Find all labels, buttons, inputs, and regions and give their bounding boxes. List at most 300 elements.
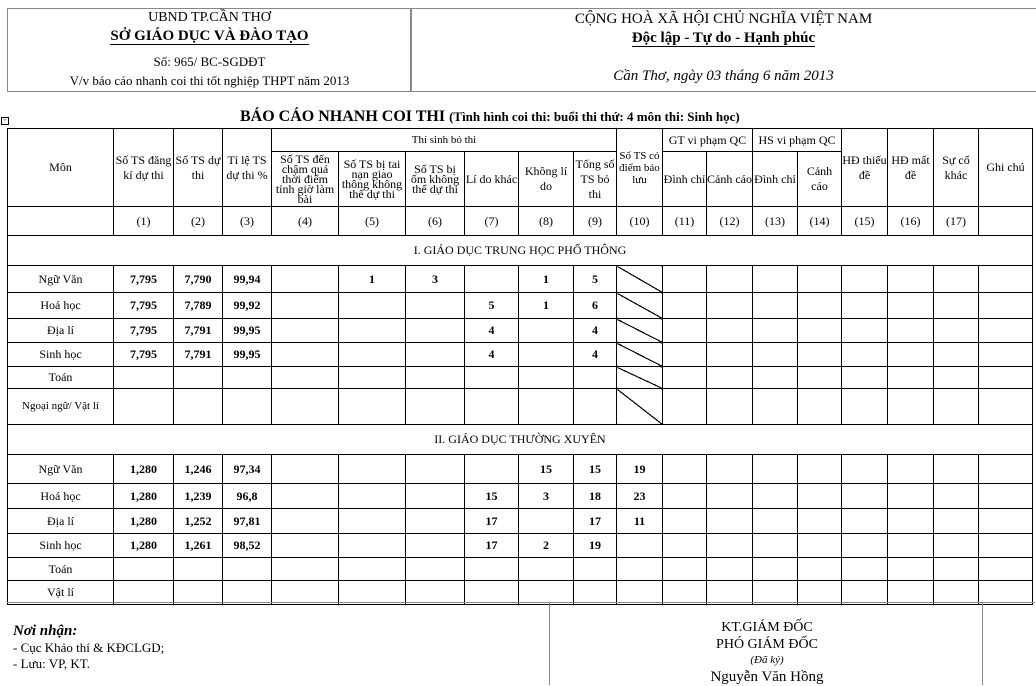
cell-dang-ki bbox=[114, 389, 174, 425]
cell-khong-li-do: 15 bbox=[519, 455, 574, 484]
col-number: (7) bbox=[465, 207, 519, 236]
cell-empty bbox=[707, 581, 753, 605]
report-table bbox=[7, 128, 1033, 605]
cell-empty bbox=[707, 319, 753, 343]
cell-empty bbox=[888, 455, 934, 484]
cell-den-cham bbox=[272, 319, 339, 343]
cell-empty bbox=[888, 343, 934, 367]
cell-empty bbox=[888, 266, 934, 293]
cell-empty bbox=[753, 389, 798, 425]
col-number: (9) bbox=[574, 207, 617, 236]
cell-dang-ki bbox=[114, 581, 174, 605]
org-name-1: UBND TP.CẦN THƠ bbox=[148, 10, 271, 25]
cell-empty bbox=[888, 367, 934, 389]
document-date: Cần Thơ, ngày 03 tháng 6 năm 2013 bbox=[613, 68, 834, 84]
col-number: (16) bbox=[888, 207, 934, 236]
cell-bao-luu: 23 bbox=[617, 484, 663, 509]
col-number: (13) bbox=[753, 207, 798, 236]
cell-tai-nan bbox=[339, 389, 406, 425]
cell-empty bbox=[707, 534, 753, 558]
cell-bao-luu bbox=[617, 534, 663, 558]
cell-om bbox=[406, 389, 465, 425]
cell-empty bbox=[753, 367, 798, 389]
cell-du-thi: 7,791 bbox=[174, 319, 223, 343]
signer-name: Nguyễn Văn Hồng bbox=[710, 669, 824, 685]
cell-empty bbox=[753, 343, 798, 367]
table-row bbox=[8, 367, 1033, 389]
cell-tong-bo: 6 bbox=[574, 293, 617, 319]
col-den-cham: Số TS đến chậm quá thời điểm tính giờ làm bài bbox=[272, 152, 339, 207]
section-title-gdtx: II. GIÁO DỤC THƯỜNG XUYÊN bbox=[8, 425, 1033, 455]
cell-bao-luu-na bbox=[617, 293, 663, 319]
col-number: (8) bbox=[519, 207, 574, 236]
cell-tai-nan bbox=[339, 367, 406, 389]
header-right bbox=[410, 8, 1036, 92]
cell-ti-le bbox=[223, 389, 272, 425]
cell-bao-luu-na bbox=[617, 367, 663, 389]
cell-empty bbox=[663, 509, 707, 534]
cell-empty bbox=[842, 293, 888, 319]
footer-divider bbox=[549, 603, 550, 685]
cell-empty bbox=[842, 581, 888, 605]
cell-empty bbox=[663, 455, 707, 484]
cell-empty bbox=[663, 293, 707, 319]
col-number: (3) bbox=[223, 207, 272, 236]
cell-empty bbox=[934, 266, 979, 293]
signed-note: (Đã ký) bbox=[750, 654, 784, 666]
document-subject: V/v báo cáo nhanh coi thi tốt nghiệp THPT năm 2013 bbox=[69, 73, 350, 88]
cell-empty bbox=[979, 389, 1033, 425]
cell-empty bbox=[842, 558, 888, 581]
cell-li-do-khac: 17 bbox=[465, 534, 519, 558]
cell-marker: + bbox=[1, 117, 9, 125]
cell-ti-le: 98,52 bbox=[223, 534, 272, 558]
col-number: (10) bbox=[617, 207, 663, 236]
cell-empty bbox=[707, 389, 753, 425]
table-row bbox=[8, 484, 1033, 509]
cell-den-cham bbox=[272, 266, 339, 293]
col-number: (15) bbox=[842, 207, 888, 236]
cell-du-thi: 7,791 bbox=[174, 343, 223, 367]
table-row bbox=[8, 558, 1033, 581]
cell-om bbox=[406, 558, 465, 581]
col-li-do-khac: Lí do khác bbox=[465, 152, 519, 207]
table-row bbox=[8, 455, 1033, 484]
cell-tong-bo: 18 bbox=[574, 484, 617, 509]
cell-du-thi: 1,246 bbox=[174, 455, 223, 484]
col-number: (2) bbox=[174, 207, 223, 236]
footer bbox=[7, 602, 1035, 685]
cell-ti-le: 99,95 bbox=[223, 319, 272, 343]
col-om: Số TS bị ốm không thể dự thi bbox=[406, 152, 465, 207]
cell-empty bbox=[753, 509, 798, 534]
col-tai-nan: Số TS bị tai nạn giao thông không thể dự thi bbox=[339, 152, 406, 207]
cell-khong-li-do: 1 bbox=[519, 266, 574, 293]
cell-tong-bo bbox=[574, 389, 617, 425]
cell-du-thi: 1,261 bbox=[174, 534, 223, 558]
cell-empty bbox=[798, 367, 842, 389]
cell-khong-li-do: 3 bbox=[519, 484, 574, 509]
cell-ti-le: 97,34 bbox=[223, 455, 272, 484]
cell-empty bbox=[979, 266, 1033, 293]
recipients-label: Nơi nhận: bbox=[13, 623, 78, 639]
section-gdtx-rows bbox=[8, 455, 1033, 605]
col-hs-canh-cao: Cảnh cáo bbox=[798, 152, 842, 207]
cell-empty bbox=[753, 534, 798, 558]
cell-bao-luu-na bbox=[617, 266, 663, 293]
cell-bao-luu: 19 bbox=[617, 455, 663, 484]
cell-empty bbox=[934, 509, 979, 534]
table-row bbox=[8, 389, 1033, 425]
cell-du-thi bbox=[174, 389, 223, 425]
cell-empty bbox=[707, 367, 753, 389]
cell-khong-li-do bbox=[519, 581, 574, 605]
subject-name: Ngữ Văn bbox=[8, 266, 114, 293]
subject-name: Toán bbox=[8, 558, 114, 581]
cell-li-do-khac bbox=[465, 367, 519, 389]
table-row bbox=[8, 319, 1033, 343]
col-group-bo-thi: Thí sinh bỏ thi bbox=[272, 129, 617, 152]
cell-om bbox=[406, 484, 465, 509]
cell-empty bbox=[934, 534, 979, 558]
cell-ti-le bbox=[223, 367, 272, 389]
cell-li-do-khac bbox=[465, 389, 519, 425]
sign-title-1: KT.GIÁM ĐỐC bbox=[721, 620, 813, 635]
cell-empty bbox=[842, 319, 888, 343]
cell-empty bbox=[888, 484, 934, 509]
cell-empty bbox=[934, 319, 979, 343]
col-ghi-chu: Ghi chú bbox=[979, 129, 1033, 207]
col-tong-bo: Tổng số TS bỏ thi bbox=[574, 152, 617, 207]
cell-du-thi bbox=[174, 367, 223, 389]
cell-ti-le bbox=[223, 581, 272, 605]
cell-om: 3 bbox=[406, 266, 465, 293]
table-row bbox=[8, 343, 1033, 367]
footer-divider bbox=[982, 603, 983, 685]
cell-den-cham bbox=[272, 484, 339, 509]
cell-li-do-khac bbox=[465, 455, 519, 484]
cell-om bbox=[406, 343, 465, 367]
cell-empty bbox=[798, 558, 842, 581]
header-left bbox=[7, 8, 412, 92]
section-thpt-rows bbox=[8, 266, 1033, 425]
cell-khong-li-do: 1 bbox=[519, 293, 574, 319]
cell-dang-ki: 7,795 bbox=[114, 293, 174, 319]
cell-dang-ki: 7,795 bbox=[114, 319, 174, 343]
cell-empty bbox=[798, 319, 842, 343]
cell-empty bbox=[663, 367, 707, 389]
cell-khong-li-do bbox=[519, 367, 574, 389]
col-number: (17) bbox=[934, 207, 979, 236]
col-ti-le: Tỉ lệ TS dự thi % bbox=[223, 129, 272, 207]
cell-den-cham bbox=[272, 558, 339, 581]
subject-name: Ngữ Văn bbox=[8, 455, 114, 484]
cell-empty bbox=[753, 558, 798, 581]
cell-den-cham bbox=[272, 509, 339, 534]
cell-empty bbox=[798, 293, 842, 319]
cell-bao-luu-na bbox=[617, 319, 663, 343]
col-khong-li-do: Không lí do bbox=[519, 152, 574, 207]
col-number: (6) bbox=[406, 207, 465, 236]
cell-dang-ki: 1,280 bbox=[114, 534, 174, 558]
cell-empty bbox=[979, 319, 1033, 343]
cell-om bbox=[406, 293, 465, 319]
cell-du-thi: 1,239 bbox=[174, 484, 223, 509]
cell-du-thi bbox=[174, 558, 223, 581]
cell-empty bbox=[979, 509, 1033, 534]
cell-bao-luu bbox=[617, 558, 663, 581]
report-title: BÁO CÁO NHANH COI THI (Tình hình coi thi: buổi thi thứ: 4 môn thi: Sinh học) bbox=[240, 108, 740, 125]
cell-empty bbox=[707, 293, 753, 319]
subject-name: Địa lí bbox=[8, 319, 114, 343]
cell-bao-luu-na bbox=[617, 343, 663, 367]
col-number: (11) bbox=[663, 207, 707, 236]
cell-du-thi bbox=[174, 581, 223, 605]
cell-empty bbox=[798, 266, 842, 293]
cell-du-thi: 7,789 bbox=[174, 293, 223, 319]
cell-empty bbox=[888, 558, 934, 581]
cell-empty bbox=[842, 367, 888, 389]
cell-dang-ki bbox=[114, 558, 174, 581]
col-dang-ki: Số TS đăng kí dự thi bbox=[114, 129, 174, 207]
cell-empty bbox=[934, 558, 979, 581]
cell-khong-li-do: 2 bbox=[519, 534, 574, 558]
cell-dang-ki: 1,280 bbox=[114, 509, 174, 534]
col-bao-luu: Số TS có điểm bảo lưu bbox=[617, 129, 663, 207]
cell-li-do-khac: 15 bbox=[465, 484, 519, 509]
cell-empty bbox=[707, 455, 753, 484]
cell-li-do-khac bbox=[465, 558, 519, 581]
cell-khong-li-do bbox=[519, 319, 574, 343]
cell-ti-le: 99,95 bbox=[223, 343, 272, 367]
cell-du-thi: 1,252 bbox=[174, 509, 223, 534]
cell-empty bbox=[707, 266, 753, 293]
cell-empty bbox=[842, 509, 888, 534]
cell-om bbox=[406, 509, 465, 534]
cell-empty bbox=[979, 455, 1033, 484]
cell-dang-ki bbox=[114, 367, 174, 389]
cell-tong-bo bbox=[574, 581, 617, 605]
cell-tai-nan bbox=[339, 534, 406, 558]
cell-den-cham bbox=[272, 534, 339, 558]
cell-khong-li-do bbox=[519, 509, 574, 534]
section-title-thpt: I. GIÁO DỤC TRUNG HỌC PHỔ THÔNG bbox=[8, 236, 1033, 266]
cell-tai-nan bbox=[339, 558, 406, 581]
table-row bbox=[8, 581, 1033, 605]
table-row bbox=[8, 266, 1033, 293]
cell-den-cham bbox=[272, 293, 339, 319]
table-row bbox=[8, 509, 1033, 534]
cell-empty bbox=[934, 581, 979, 605]
cell-empty bbox=[663, 558, 707, 581]
cell-empty bbox=[888, 319, 934, 343]
col-number bbox=[979, 207, 1033, 236]
col-mon: Môn bbox=[8, 129, 114, 207]
col-number bbox=[8, 207, 114, 236]
nation-name: CỘNG HOÀ XÃ HỘI CHỦ NGHĨA VIỆT NAM bbox=[574, 11, 873, 27]
cell-khong-li-do bbox=[519, 389, 574, 425]
cell-om bbox=[406, 534, 465, 558]
cell-empty bbox=[753, 455, 798, 484]
cell-om bbox=[406, 367, 465, 389]
cell-empty bbox=[979, 534, 1033, 558]
cell-empty bbox=[663, 534, 707, 558]
recipient-1: - Cục Khảo thí & KĐCLGD; bbox=[13, 640, 165, 655]
col-hd-thieu: HĐ thiếu đề bbox=[842, 129, 888, 207]
subject-name: Địa lí bbox=[8, 509, 114, 534]
cell-empty bbox=[934, 389, 979, 425]
cell-li-do-khac: 5 bbox=[465, 293, 519, 319]
cell-khong-li-do bbox=[519, 558, 574, 581]
cell-dang-ki: 1,280 bbox=[114, 455, 174, 484]
cell-om bbox=[406, 319, 465, 343]
cell-empty bbox=[888, 293, 934, 319]
col-group-gt: GT vi phạm QC bbox=[663, 129, 753, 152]
col-number: (5) bbox=[339, 207, 406, 236]
cell-empty bbox=[663, 484, 707, 509]
cell-tong-bo bbox=[574, 558, 617, 581]
cell-empty bbox=[934, 343, 979, 367]
cell-tong-bo: 4 bbox=[574, 343, 617, 367]
cell-ti-le: 99,94 bbox=[223, 266, 272, 293]
cell-den-cham bbox=[272, 343, 339, 367]
cell-empty bbox=[707, 509, 753, 534]
col-hd-mat: HĐ mất đề bbox=[888, 129, 934, 207]
cell-tai-nan: 1 bbox=[339, 266, 406, 293]
subject-name: Hoá học bbox=[8, 484, 114, 509]
cell-empty bbox=[979, 581, 1033, 605]
cell-empty bbox=[888, 534, 934, 558]
cell-li-do-khac: 17 bbox=[465, 509, 519, 534]
cell-empty bbox=[753, 293, 798, 319]
cell-ti-le: 97,81 bbox=[223, 509, 272, 534]
cell-empty bbox=[798, 534, 842, 558]
cell-empty bbox=[934, 293, 979, 319]
cell-tai-nan bbox=[339, 581, 406, 605]
cell-ti-le: 99,92 bbox=[223, 293, 272, 319]
cell-empty bbox=[842, 455, 888, 484]
subject-name: Vật lí bbox=[8, 581, 114, 605]
cell-empty bbox=[753, 266, 798, 293]
cell-empty bbox=[842, 389, 888, 425]
cell-empty bbox=[888, 389, 934, 425]
cell-empty bbox=[663, 389, 707, 425]
cell-tong-bo: 15 bbox=[574, 455, 617, 484]
cell-tong-bo: 4 bbox=[574, 319, 617, 343]
cell-empty bbox=[842, 484, 888, 509]
col-number: (12) bbox=[707, 207, 753, 236]
cell-empty bbox=[842, 534, 888, 558]
cell-empty bbox=[798, 343, 842, 367]
cell-du-thi: 7,790 bbox=[174, 266, 223, 293]
cell-tai-nan bbox=[339, 484, 406, 509]
cell-dang-ki: 7,795 bbox=[114, 343, 174, 367]
cell-empty bbox=[707, 343, 753, 367]
cell-tai-nan bbox=[339, 509, 406, 534]
cell-empty bbox=[753, 484, 798, 509]
cell-empty bbox=[753, 581, 798, 605]
cell-bao-luu: 11 bbox=[617, 509, 663, 534]
col-gt-dinh-chi: Đình chỉ bbox=[663, 152, 707, 207]
cell-den-cham bbox=[272, 367, 339, 389]
cell-bao-luu bbox=[617, 581, 663, 605]
column-number-row bbox=[8, 207, 1033, 236]
org-name-2: SỞ GIÁO DỤC VÀ ĐÀO TẠO bbox=[110, 28, 309, 44]
cell-empty bbox=[707, 558, 753, 581]
col-number: (4) bbox=[272, 207, 339, 236]
cell-empty bbox=[979, 367, 1033, 389]
subject-name: Ngoại ngữ/ Vật lí bbox=[8, 389, 114, 425]
col-su-co: Sự cố khác bbox=[934, 129, 979, 207]
table-row bbox=[8, 293, 1033, 319]
cell-empty bbox=[934, 367, 979, 389]
cell-empty bbox=[934, 484, 979, 509]
col-du-thi: Số TS dự thi bbox=[174, 129, 223, 207]
cell-tai-nan bbox=[339, 319, 406, 343]
table-row bbox=[8, 534, 1033, 558]
cell-li-do-khac bbox=[465, 581, 519, 605]
cell-empty bbox=[979, 558, 1033, 581]
cell-empty bbox=[798, 484, 842, 509]
cell-empty bbox=[798, 581, 842, 605]
cell-empty bbox=[842, 343, 888, 367]
cell-om bbox=[406, 581, 465, 605]
subject-name: Sinh học bbox=[8, 534, 114, 558]
cell-empty bbox=[798, 389, 842, 425]
recipient-2: - Lưu: VP, KT. bbox=[13, 656, 90, 671]
cell-empty bbox=[798, 509, 842, 534]
cell-dang-ki: 7,795 bbox=[114, 266, 174, 293]
cell-empty bbox=[979, 484, 1033, 509]
cell-tai-nan bbox=[339, 455, 406, 484]
cell-empty bbox=[888, 581, 934, 605]
sign-title-2: PHÓ GIÁM ĐỐC bbox=[716, 637, 818, 652]
col-hs-dinh-chi: Đình chỉ bbox=[753, 152, 798, 207]
col-number: (14) bbox=[798, 207, 842, 236]
cell-li-do-khac: 4 bbox=[465, 343, 519, 367]
cell-ti-le bbox=[223, 558, 272, 581]
cell-bao-luu-na bbox=[617, 389, 663, 425]
cell-empty bbox=[753, 319, 798, 343]
cell-empty bbox=[888, 509, 934, 534]
cell-tong-bo bbox=[574, 367, 617, 389]
cell-empty bbox=[663, 319, 707, 343]
col-number: (1) bbox=[114, 207, 174, 236]
cell-empty bbox=[934, 455, 979, 484]
subject-name: Sinh học bbox=[8, 343, 114, 367]
cell-empty bbox=[842, 266, 888, 293]
col-group-hs: HS vi phạm QC bbox=[753, 129, 842, 152]
cell-empty bbox=[798, 455, 842, 484]
cell-li-do-khac bbox=[465, 266, 519, 293]
cell-tai-nan bbox=[339, 293, 406, 319]
subject-name: Hoá học bbox=[8, 293, 114, 319]
cell-khong-li-do bbox=[519, 343, 574, 367]
document-number: Số: 965/ BC-SGDĐT bbox=[153, 54, 266, 69]
col-gt-canh-cao: Cảnh cáo bbox=[707, 152, 753, 207]
cell-li-do-khac: 4 bbox=[465, 319, 519, 343]
cell-empty bbox=[663, 343, 707, 367]
cell-den-cham bbox=[272, 455, 339, 484]
cell-tong-bo: 5 bbox=[574, 266, 617, 293]
cell-den-cham bbox=[272, 389, 339, 425]
cell-tong-bo: 17 bbox=[574, 509, 617, 534]
cell-dang-ki: 1,280 bbox=[114, 484, 174, 509]
cell-empty bbox=[707, 484, 753, 509]
subject-name: Toán bbox=[8, 367, 114, 389]
cell-om bbox=[406, 455, 465, 484]
cell-den-cham bbox=[272, 581, 339, 605]
